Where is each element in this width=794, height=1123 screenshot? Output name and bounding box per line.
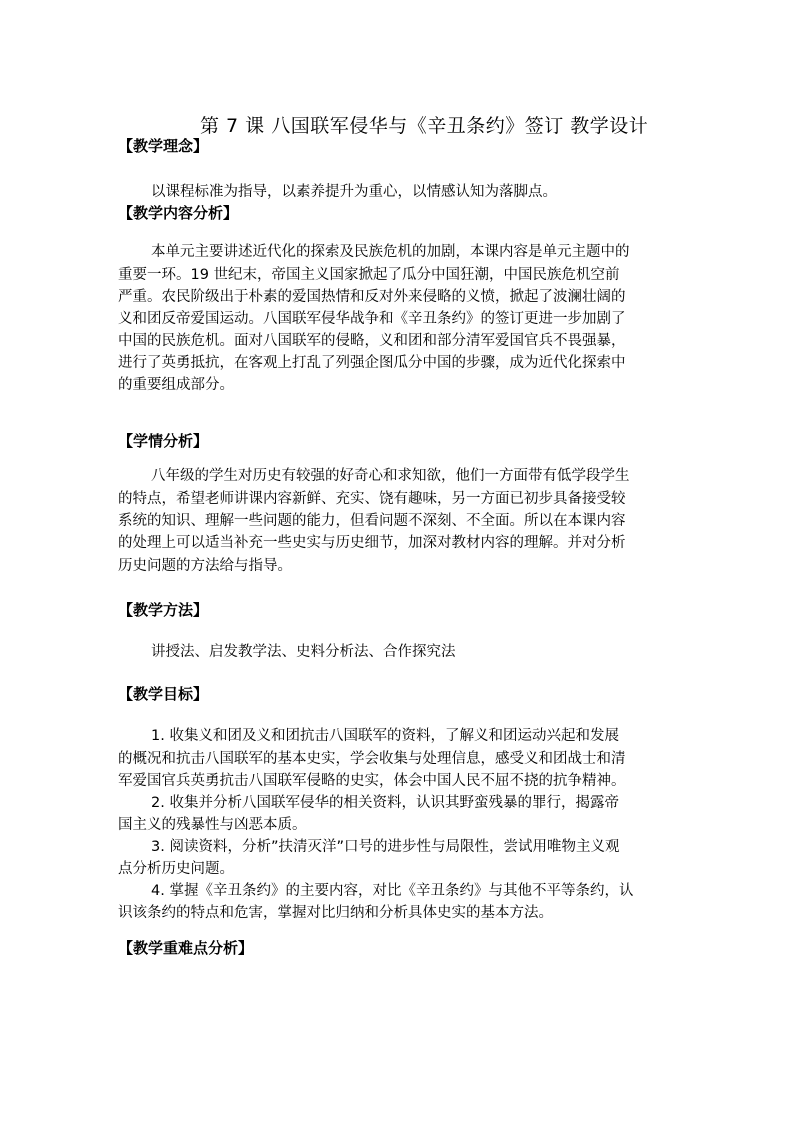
paragraph-line: 的处理上可以适当补充一些史实与历史细节，加深对教材内容的理解。并对分析: [118, 535, 626, 551]
paragraph-line: 讲授法、启发教学法、史料分析法、合作探究法: [151, 644, 456, 660]
section-heading-student-analysis: 【学情分析】: [118, 432, 209, 450]
section-heading-teaching-methods: 【教学方法】: [118, 601, 209, 619]
paragraph-line: 严重。农民阶级出于朴素的爱国热情和反对外来侵略的义愤，掀起了波澜壮阔的: [118, 289, 626, 305]
paragraph-line: 识该条约的特点和危害，掌握对比归纳和分析具体史实的基本方法。: [118, 905, 553, 921]
section-heading-teaching-objectives: 【教学目标】: [118, 685, 209, 703]
paragraph-line: 4. 掌握《辛丑条约》的主要内容，对比《辛丑条约》与其他不平等条约，认: [151, 883, 634, 899]
paragraph-line: 中国的民族危机。面对八国联军的侵略，义和团和部分清军爱国官兵不畏强暴，: [118, 333, 626, 349]
paragraph-line: 的重要组成部分。: [118, 377, 234, 393]
paragraph-line: 国主义的残暴性与凶恶本质。: [118, 817, 307, 833]
paragraph-line: 的特点，希望老师讲课内容新鲜、充实、饶有趣味，另一方面已初步具备接受较: [118, 491, 626, 507]
paragraph-line: 系统的知识、理解一些问题的能力，但看问题不深刻、不全面。所以在本课内容: [118, 513, 626, 529]
paragraph-line: 进行了英勇抵抗，在客观上打乱了列强企图瓜分中国的步骤，成为近代化探索中: [118, 355, 626, 371]
paragraph-line: 本单元主要讲述近代化的探索及民族危机的加剧，本课内容是单元主题中的: [151, 244, 630, 260]
paragraph-line: 义和团反帝爱国运动。八国联军侵华战争和《辛丑条约》的签订更进一步加剧了: [118, 311, 626, 327]
paragraph-line: 3. 阅读资料，分析”扶清灭洋”口号的进步性与局限性，尝试用唯物主义观: [151, 839, 620, 855]
section-heading-teaching-philosophy: 【教学理念】: [118, 137, 209, 155]
paragraph-line: 重要一环。19 世纪末，帝国主义国家掀起了瓜分中国狂潮，中国民族危机空前: [118, 267, 620, 283]
paragraph-line: 点分析历史问题。: [118, 861, 234, 877]
paragraph-line: 1. 收集义和团及义和团抗击八国联军的资料，了解义和团运动兴起和发展: [151, 728, 619, 744]
document-title: 第 7 课 八国联军侵华与《辛丑条约》签订 教学设计: [200, 115, 649, 137]
paragraph-line: 历史问题的方法给与指导。: [118, 558, 292, 574]
paragraph-line: 军爱国官兵英勇抗击八国联军侵略的史实，体会中国人民不屈不挠的抗争精神。: [118, 773, 626, 789]
paragraph-line: 八年级的学生对历史有较强的好奇心和求知欲，他们一方面带有低学段学生: [151, 468, 630, 484]
paragraph-line: 的概况和抗击八国联军的基本史实，学会收集与处理信息，感受义和团战士和清: [118, 751, 626, 767]
section-heading-key-difficulties: 【教学重难点分析】: [118, 939, 254, 957]
paragraph-line: 2. 收集并分析八国联军侵华的相关资料，认识其野蛮残暴的罪行，揭露帝: [151, 795, 619, 811]
paragraph-line: 以课程标准为指导，以素养提升为重心，以情感认知为落脚点。: [151, 184, 557, 200]
section-heading-content-analysis: 【教学内容分析】: [118, 204, 239, 222]
